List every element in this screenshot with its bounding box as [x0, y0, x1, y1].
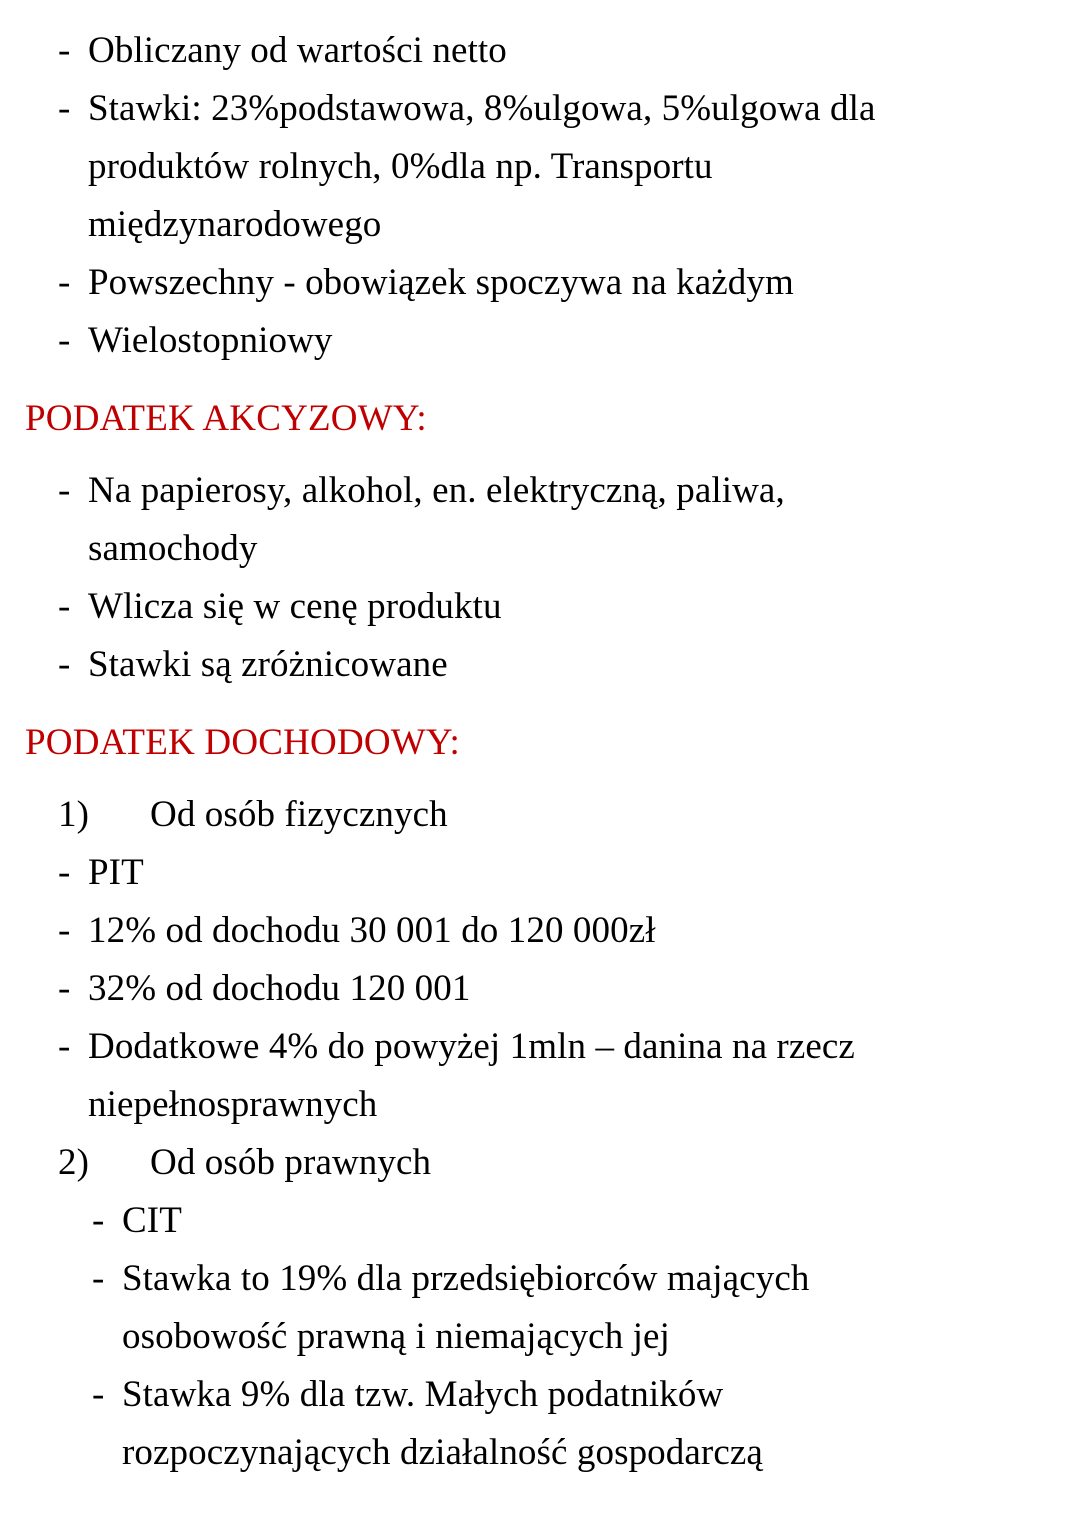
list-number-marker: 2): [58, 1142, 90, 1183]
list-bullet-marker: -: [58, 320, 71, 361]
list-item-text: 32% od dochodu 120 001: [88, 968, 471, 1009]
list-item-text: Stawka 9% dla tzw. Małych podatników: [122, 1374, 724, 1415]
bullet-list-item: [0, 80, 1080, 138]
bullet-list-item: [0, 1250, 1080, 1308]
bullet-list-item: [0, 1192, 1080, 1250]
list-bullet-marker: -: [58, 262, 71, 303]
list-item-text: Wlicza się w cenę produktu: [88, 586, 502, 627]
bullet-list-item: [0, 1018, 1080, 1076]
list-item-text: Od osób fizycznych: [150, 794, 448, 835]
bullet-list-item: [0, 578, 1080, 636]
bullet-list-item: [0, 636, 1080, 694]
list-bullet-marker: -: [58, 910, 71, 951]
bullet-list-item: [0, 312, 1080, 370]
list-item-text: Obliczany od wartości netto: [88, 30, 507, 71]
list-item-continuation-line: produktów rolnych, 0%dla np. Transportu: [88, 146, 713, 187]
list-bullet-marker: -: [58, 470, 71, 511]
list-item-text: Powszechny - obowiązek spoczywa na każdym: [88, 262, 794, 303]
list-item-text: 12% od dochodu 30 001 do 120 000zł: [88, 910, 656, 951]
numbered-list-item: [0, 1134, 1080, 1192]
list-bullet-marker: -: [58, 586, 71, 627]
bullet-list-item: [0, 1366, 1080, 1424]
list-item-text: Stawka to 19% dla przedsiębiorców mających: [122, 1258, 810, 1299]
bullet-list-item: [0, 844, 1080, 902]
numbered-list-item: [0, 786, 1080, 844]
list-item-continuation-line: samochody: [88, 528, 258, 569]
section-heading-podatek-akcyzowy: PODATEK AKCYZOWY:: [25, 398, 427, 439]
bullet-list-item: [0, 22, 1080, 80]
list-item-text: Stawki są zróżnicowane: [88, 644, 448, 685]
list-bullet-marker: -: [58, 852, 71, 893]
list-item-continuation-line: międzynarodowego: [88, 204, 382, 245]
list-item-continuation-line: niepełnosprawnych: [88, 1084, 378, 1125]
list-bullet-marker: -: [58, 30, 71, 71]
bullet-list-item: [0, 462, 1080, 520]
list-item-text: CIT: [122, 1200, 182, 1241]
list-bullet-marker: -: [58, 644, 71, 685]
list-item-text: Wielostopniowy: [88, 320, 333, 361]
list-item-text: PIT: [88, 852, 144, 893]
list-bullet-marker: -: [58, 88, 71, 129]
list-bullet-marker: -: [92, 1374, 105, 1415]
list-bullet-marker: -: [92, 1258, 105, 1299]
bullet-list-item: [0, 254, 1080, 312]
list-bullet-marker: -: [58, 968, 71, 1009]
section-heading-podatek-dochodowy: PODATEK DOCHODOWY:: [25, 722, 460, 763]
list-item-text: Od osób prawnych: [150, 1142, 432, 1183]
list-item-continuation-line: rozpoczynających działalność gospodarczą: [122, 1432, 763, 1473]
list-bullet-marker: -: [58, 1026, 71, 1067]
list-item-text: Na papierosy, alkohol, en. elektryczną, paliwa,: [88, 470, 785, 511]
list-number-marker: 1): [58, 794, 90, 835]
list-item-text: Stawki: 23%podstawowa, 8%ulgowa, 5%ulgowa dla: [88, 88, 876, 129]
list-bullet-marker: -: [92, 1200, 105, 1241]
bullet-list-item: [0, 960, 1080, 1018]
list-item-text: Dodatkowe 4% do powyżej 1mln – danina na rzecz: [88, 1026, 855, 1067]
bullet-list-item: [0, 902, 1080, 960]
list-item-continuation-line: osobowość prawną i niemających jej: [122, 1316, 670, 1357]
